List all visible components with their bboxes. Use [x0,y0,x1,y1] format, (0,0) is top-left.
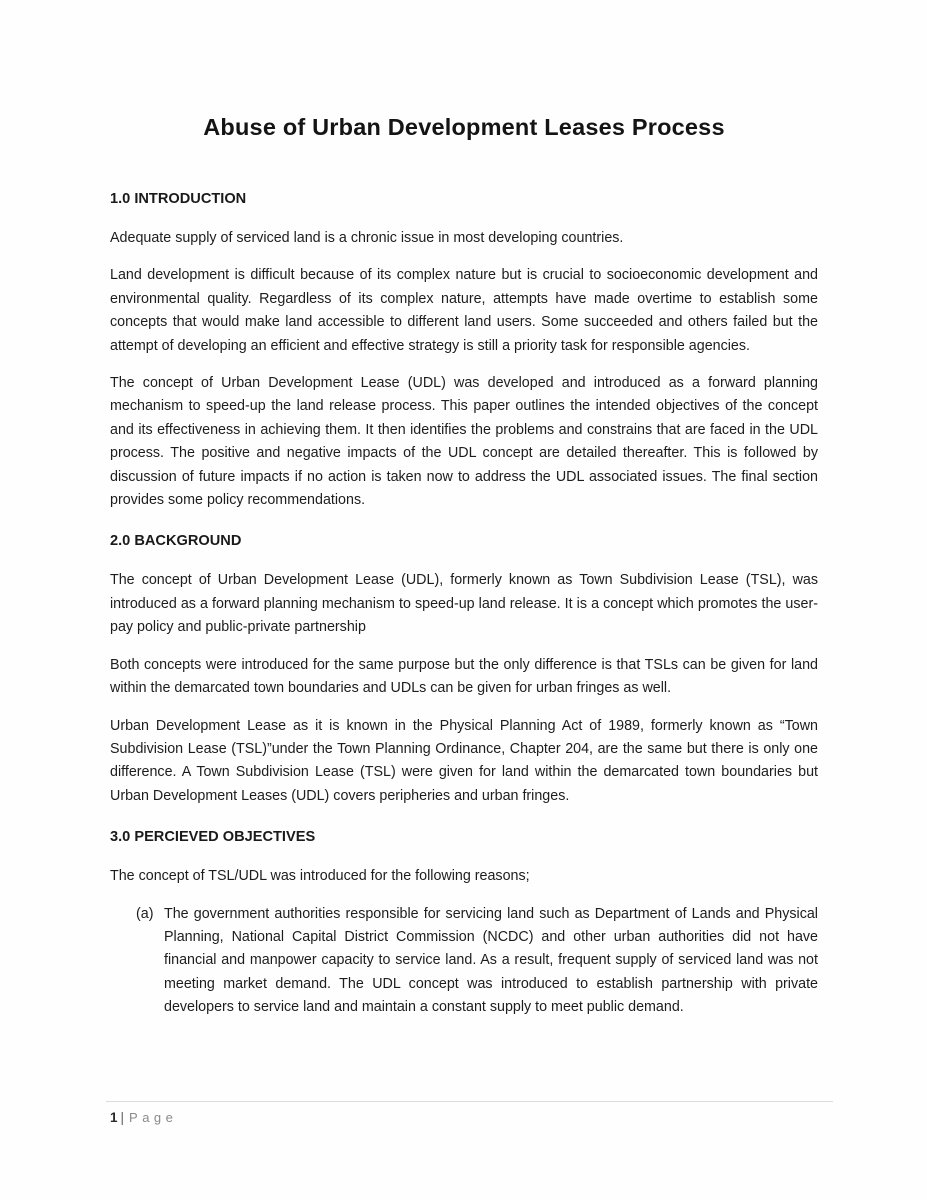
paragraph: The concept of Urban Development Lease (UDL) was developed and introduced as a forward planning mechanism to speed-up the land release process. This paper outlines the intended objectives of the concept and its effectiveness in achieving them. It then identifies the problems and constrains that are faced in the UDL process. The positive and negative impacts of the UDL concept are detailed thereafter. This is followed by discussion of future impacts if no action is taken now to address the UDL associated issues. The final section provides some policy recommendations. [110,375,818,509]
paragraph: The concept of TSL/UDL was introduced for the following reasons; [110,868,530,885]
section-heading-percieved-objectives: 3.0 PERCIEVED OBJECTIVES [110,829,316,846]
document-title: Abuse of Urban Development Leases Process [203,114,725,140]
paragraph: Land development is difficult because of its complex nature but is crucial to socioeconomic development and environmental quality. Regardless of its complex nature, attempts have made overtime to establish some concepts that would make land accessible to different land users. Some succeeded and others failed but the attempt of developing an efficient and effective strategy is still a priority task for responsible agencies. [110,267,818,354]
section-introduction [110,190,818,512]
paragraph: Both concepts were introduced for the same purpose but the only difference is that TSLs can be given for land within the demarcated town boundaries and UDLs can be given for urban fringes as well. [110,656,818,697]
list-marker: (a) [136,905,154,922]
page-footer [106,1101,833,1126]
list-item-text: The government authorities responsible for servicing land such as Department of Lands and Physical Planning, National Capital District Commission (NCDC) and other urban authorities did not have financial and manpower capacity to service land. As a result, frequent supply of serviced land was not meeting market demand. The UDL concept was introduced to establish partnership with private developers to service land and maintain a constant supply to meet public demand. [164,905,818,1016]
paragraph: Adequate supply of serviced land is a chronic issue in most developing countries. [110,230,624,246]
footer-page-label: Page [129,1110,178,1125]
section-heading-introduction: 1.0 INTRODUCTION [110,191,247,207]
paragraph: Urban Development Lease as it is known in the Physical Planning Act of 1989, formerly known as “Town Subdivision Lease (TSL)”under the Town Planning Ordinance, Chapter 204, are the same but there is only one difference. A Town Subdivision Lease (TSL) were given for land within the demarcated town boundaries but Urban Development Leases (UDL) covers peripheries and urban fringes. [110,717,818,804]
footer-separator: | [120,1110,125,1125]
section-percieved-objectives [110,828,818,1019]
footer-page-number: 1 [110,1110,118,1125]
list-item [136,903,818,1020]
section-background [110,532,818,808]
paragraph: The concept of Urban Development Lease (UDL), formerly known as Town Subdivision Lease (TSL), was introduced as a forward planning mechanism to speed-up land release. It is a concept which promotes the user-pay policy and public-private partnership [110,572,818,636]
section-heading-background: 2.0 BACKGROUND [110,533,242,550]
